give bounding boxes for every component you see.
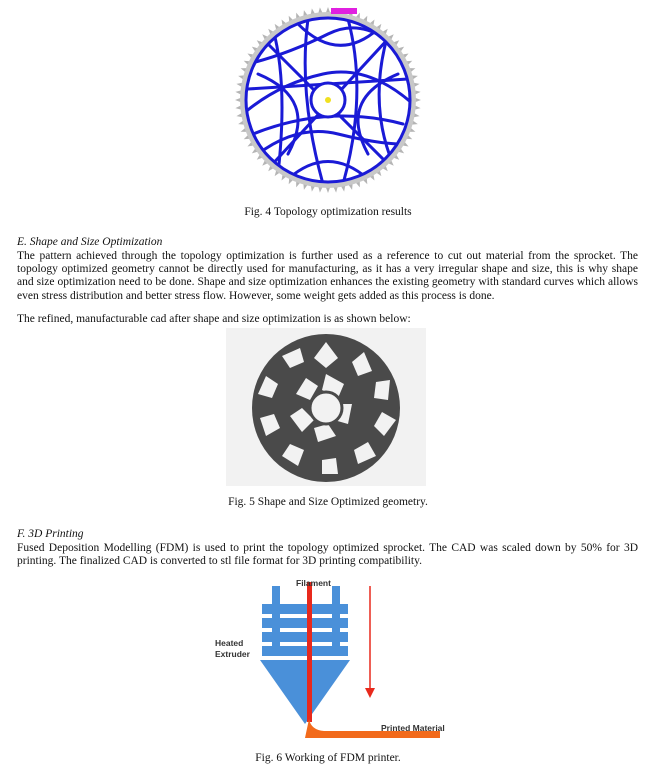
section-e-paragraph: The pattern achieved through the topology optimization is further used as a reference to cut out material from the sprocket. The topology optimized geometry cannot be directly used for manufacturing, as it has a very irregular shape and size, this is why shape and size optimization need to be done. Shape and size optimization enhances the existing geometry with standard curves which allows even stress distribution and better stress flow. However, some weight gets added as this process is done.	[17, 250, 638, 302]
section-e-heading: E. Shape and Size Optimization	[17, 236, 163, 248]
section-f-paragraph: Fused Deposition Modelling (FDM) is used to print the topology optimized sprocket. The CAD was scaled down by 50% for 3D printing. The finalized CAD is converted to stl file format for 3D printing compatibility.	[17, 542, 638, 568]
fig5-caption: Fig. 5 Shape and Size Optimized geometry.	[228, 496, 428, 508]
extruder-label: Extruder	[215, 649, 250, 659]
printed-material-label: Printed Material	[381, 723, 445, 733]
fig4-caption: Fig. 4 Topology optimization results	[244, 206, 412, 218]
section-f-heading: F. 3D Printing	[17, 528, 84, 540]
section-e-line2: The refined, manufacturable cad after shape and size optimization is as shown below:	[17, 313, 411, 325]
fig5-sprocket-image	[226, 328, 426, 486]
filament-label: Filament	[296, 578, 331, 588]
fig4-topology-image	[228, 4, 428, 196]
heated-label: Heated	[215, 638, 244, 648]
fig6-caption: Fig. 6 Working of FDM printer.	[255, 752, 401, 764]
